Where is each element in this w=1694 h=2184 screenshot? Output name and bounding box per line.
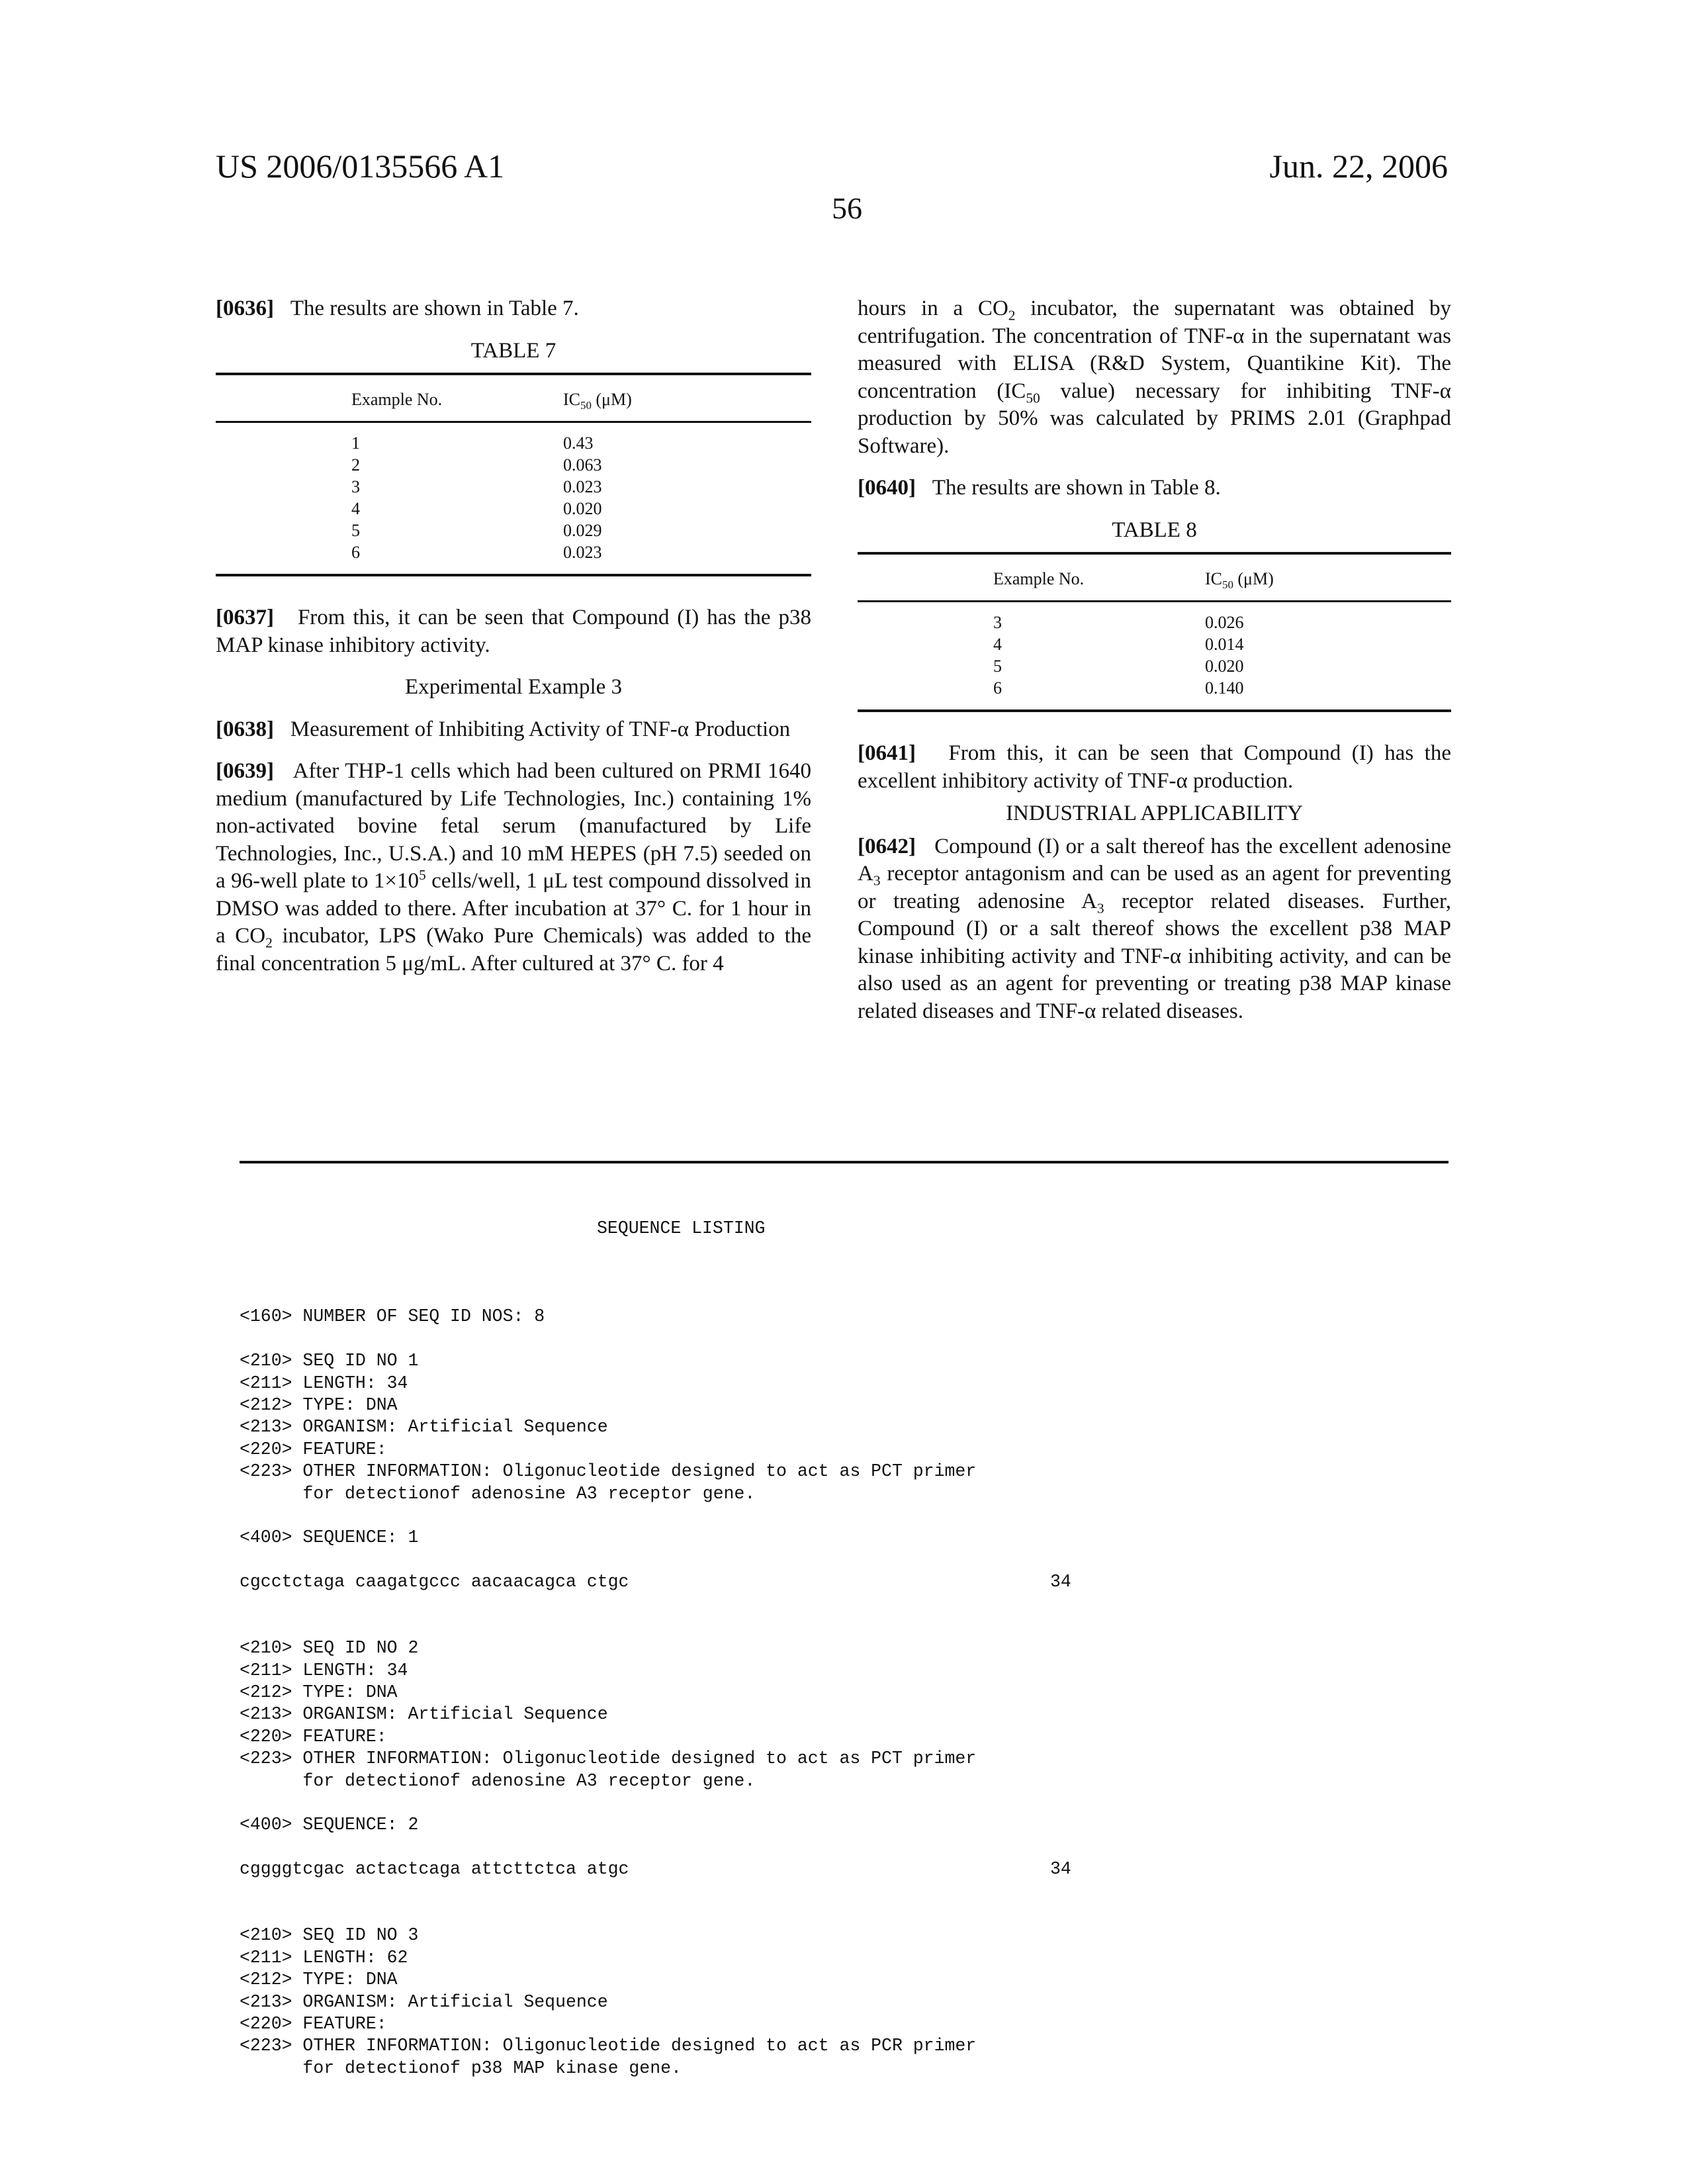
sequence-line-text: <213> ORGANISM: Artificial Sequence — [240, 1704, 608, 1724]
sequence-line — [240, 1660, 976, 1682]
sequence-line-text: <211> LENGTH: 62 — [240, 1948, 408, 1968]
sequence-line-text: <211> LENGTH: 34 — [240, 1373, 408, 1393]
sequence-line — [240, 1969, 976, 1991]
paragraph-text: Measurement of Inhibiting Activity of TNF-α Production — [290, 717, 790, 741]
example-number-cell: 3 — [858, 612, 1205, 633]
sequence-line-text: <160> NUMBER OF SEQ ID NOS: 8 — [240, 1306, 545, 1326]
paragraph-0637 — [216, 604, 811, 659]
paragraph-number: [0640] — [858, 476, 916, 500]
sequence-line — [240, 1991, 976, 2013]
page-number: 56 — [0, 191, 1694, 226]
sequence-line — [240, 1394, 976, 1416]
sequence-line — [240, 1837, 976, 1858]
sequence-line — [240, 1439, 976, 1461]
sequence-line — [240, 1483, 976, 1505]
sequence-line-text: <223> OTHER INFORMATION: Oligonucleotide designed to act as PCR primer — [240, 2036, 976, 2056]
example-number-cell: 2 — [216, 454, 563, 476]
sequence-line — [240, 1947, 976, 1969]
sequence-line-text: <212> TYPE: DNA — [240, 1395, 398, 1415]
sequence-line — [240, 1881, 976, 1903]
sequence-line-text: <210> SEQ ID NO 3 — [240, 1925, 418, 1945]
table-row — [216, 541, 811, 563]
sequence-line — [240, 1704, 976, 1725]
sequence-line — [240, 1814, 976, 1836]
sequence-line — [240, 1858, 976, 1880]
ic50-value-cell: 0.43 — [563, 432, 811, 454]
sequence-line-text: <212> TYPE: DNA — [240, 1682, 398, 1702]
sequence-line — [240, 1284, 976, 1306]
ic50-value-cell: 0.063 — [563, 454, 811, 476]
table-row — [858, 633, 1451, 655]
paragraph-0641 — [858, 740, 1451, 795]
paragraph-number: [0638] — [216, 717, 274, 741]
sequence-line-text: <213> ORGANISM: Artificial Sequence — [240, 1417, 608, 1437]
paragraph-0639-continued: hours in a CO2 incubator, the supernatant was obtained by centrifugation. The concentration of TNF-α in the supernatant was measured with ELISA (R&D System, Quantikine Kit). The concentration (IC50 value) necessary for inhibiting TNF-α production by 50% was calculated by PRIMS 2.01 (Graphpad Software). — [858, 295, 1451, 460]
paragraph-number: [0639] — [216, 759, 274, 783]
table-row — [858, 612, 1451, 633]
column-header-ic50: IC50 (μM) — [1205, 565, 1451, 593]
paragraph-number: [0637] — [216, 606, 274, 629]
sequence-line-text: <220> FEATURE: — [240, 1439, 387, 1459]
sequence-line — [240, 1637, 976, 1659]
paragraph-number: [0642] — [858, 835, 916, 858]
column-header-example: Example No. — [216, 386, 563, 414]
sequence-line-text: <210> SEQ ID NO 1 — [240, 1351, 418, 1371]
sequence-line-text: for detectionof adenosine A3 receptor gene. — [240, 1771, 755, 1791]
sequence-line — [240, 1593, 976, 1615]
sequence-line — [240, 1505, 976, 1527]
ic50-value-cell: 0.023 — [563, 476, 811, 498]
example-number-cell: 5 — [216, 520, 563, 541]
experimental-example-heading: Experimental Example 3 — [216, 674, 811, 702]
paragraph-text: From this, it can be seen that Compound (I) has the p38 MAP kinase inhibitory activity. — [216, 606, 811, 657]
sequence-line — [240, 1903, 976, 1925]
table-row — [216, 454, 811, 476]
sequence-line-text: <213> ORGANISM: Artificial Sequence — [240, 1992, 608, 2012]
sequence-line — [240, 1306, 976, 1328]
sequence-line — [240, 1350, 976, 1372]
table-row — [858, 677, 1451, 699]
paragraph-0640 — [858, 475, 1451, 502]
sequence-line — [240, 1549, 976, 1571]
example-number-cell: 1 — [216, 432, 563, 454]
table-row — [216, 498, 811, 520]
ic50-value-cell: 0.140 — [1205, 677, 1451, 699]
sequence-line — [240, 1726, 976, 1748]
sequence-line-text: <212> TYPE: DNA — [240, 1970, 398, 1989]
example-number-cell: 4 — [858, 633, 1205, 655]
sequence-line — [240, 1527, 976, 1549]
publication-number: US 2006/0135566 A1 — [216, 147, 504, 185]
paragraph-number: [0636] — [216, 296, 274, 320]
table-row — [216, 432, 811, 454]
sequence-line — [240, 1748, 976, 1770]
sequence-line — [240, 1792, 976, 1814]
sequence-line-text: <400> SEQUENCE: 2 — [240, 1815, 418, 1835]
sequence-line — [240, 1925, 976, 1946]
ic50-value-cell: 0.014 — [1205, 633, 1451, 655]
right-column — [858, 295, 1451, 1025]
sequence-length-number: 34 — [1050, 1571, 1071, 1593]
sequence-line-text: <211> LENGTH: 34 — [240, 1661, 408, 1680]
sequence-line-text: <220> FEATURE: — [240, 2014, 387, 2034]
ic50-value-cell: 0.020 — [563, 498, 811, 520]
sequence-line-text: for detectionof adenosine A3 receptor gene. — [240, 1484, 755, 1504]
ic50-value-cell: 0.026 — [1205, 612, 1451, 633]
example-number-cell: 3 — [216, 476, 563, 498]
industrial-applicability-heading: INDUSTRIAL APPLICABILITY — [858, 800, 1451, 828]
paragraph-number: [0641] — [858, 741, 916, 765]
sequence-line — [240, 1262, 976, 1284]
sequence-line-text: <210> SEQ ID NO 2 — [240, 1638, 418, 1658]
table-row — [216, 520, 811, 541]
table-8-header — [858, 555, 1451, 603]
sequence-listing — [240, 1173, 976, 2079]
ic50-value-cell: 0.020 — [1205, 655, 1451, 677]
table-row — [216, 476, 811, 498]
paragraph-text: The results are shown in Table 7. — [290, 296, 579, 320]
paragraph-0636 — [216, 295, 811, 323]
sequence-line-text: for detectionof p38 MAP kinase gene. — [240, 2058, 682, 2078]
sequence-line-text: cgcctctaga caagatgccc aacaacagca ctgc — [240, 1572, 629, 1592]
sequence-line — [240, 1615, 976, 1637]
ic50-value-cell: 0.029 — [563, 520, 811, 541]
paragraph-text: From this, it can be seen that Compound (I) has the excellent inhibitory activity of TNF-α production. — [858, 741, 1451, 793]
table-7 — [216, 373, 811, 577]
example-number-cell: 4 — [216, 498, 563, 520]
sequence-line-text: <223> OTHER INFORMATION: Oligonucleotide designed to act as PCT primer — [240, 1749, 976, 1768]
sequence-line — [240, 2035, 976, 2057]
column-header-example: Example No. — [858, 565, 1205, 593]
sequence-line-text: <220> FEATURE: — [240, 1727, 387, 1747]
table-8-title: TABLE 8 — [858, 517, 1451, 544]
paragraph-text: The results are shown in Table 8. — [932, 476, 1221, 500]
sequence-line-text: cggggtcgac actactcaga attcttctca atgc — [240, 1859, 629, 1879]
example-number-cell: 6 — [216, 541, 563, 563]
table-8-body — [858, 602, 1451, 709]
table-7-body — [216, 423, 811, 574]
sequence-line — [240, 2013, 976, 2035]
table-row — [858, 655, 1451, 677]
sequence-line — [240, 1373, 976, 1394]
paragraph-0642: [0642] Compound (I) or a salt thereof has the excellent adenosine A3 receptor antagonism and can be used as an agent for preventing or treating adenosine A3 receptor related diseases. Further, Compound (I) or a salt thereof shows the excellent p38 MAP kinase inhibiting activity and TNF-α inhibiting activity, and can be also used as an agent for preventing or treating p38 MAP kinase related diseases and TNF-α related diseases. — [858, 833, 1451, 1026]
sequence-line-text: <223> OTHER INFORMATION: Oligonucleotide designed to act as PCT primer — [240, 1461, 976, 1481]
sequence-listing-title: SEQUENCE LISTING — [240, 1218, 976, 1240]
sequence-line-text: <400> SEQUENCE: 1 — [240, 1527, 418, 1547]
example-number-cell: 5 — [858, 655, 1205, 677]
sequence-line — [240, 1461, 976, 1482]
table-8 — [858, 552, 1451, 713]
ic50-value-cell: 0.023 — [563, 541, 811, 563]
sequence-line — [240, 2058, 976, 2079]
column-header-ic50: IC50 (μM) — [563, 386, 811, 414]
example-number-cell: 6 — [858, 677, 1205, 699]
paragraph-0638 — [216, 716, 811, 744]
sequence-line — [240, 1770, 976, 1792]
sequence-line — [240, 1682, 976, 1704]
sequence-length-number: 34 — [1050, 1858, 1071, 1880]
sequence-line — [240, 1328, 976, 1350]
sequence-listing-rule — [240, 1161, 1449, 1163]
table-7-title: TABLE 7 — [216, 338, 811, 365]
publication-date: Jun. 22, 2006 — [1270, 147, 1448, 185]
paragraph-0639: [0639] After THP-1 cells which had been cultured on PRMI 1640 medium (manufactured by Life Technologies, Inc.) containing 1% non-activated bovine fetal serum (manufactured by Life Technologies, Inc., U.S.A.) and 10 mM HEPES (pH 7.5) seeded on a 96-well plate to 1×105 cells/well, 1 μL test compound dissolved in DMSO was added to there. After incubation at 37° C. for 1 hour in a CO2 incubator, LPS (Wako Pure Chemicals) was added to the final concentration 5 μg/mL. After cultured at 37° C. for 4 — [216, 758, 811, 978]
sequence-line — [240, 1416, 976, 1438]
sequence-line — [240, 1571, 976, 1593]
table-7-header — [216, 375, 811, 424]
left-column — [216, 295, 811, 978]
